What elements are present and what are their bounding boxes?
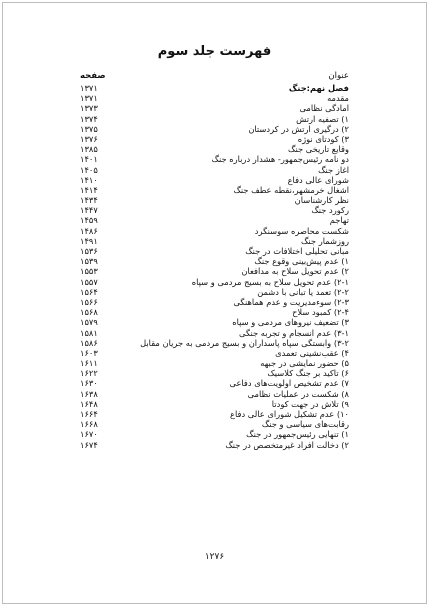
toc-entry-title: رقابت‌های سیاسی و جنگ — [261, 419, 349, 430]
toc-entry-page: ۱۴۰۱ — [80, 154, 98, 165]
toc-entry — [80, 307, 349, 317]
page-number: ۱۲۷۶ — [204, 552, 225, 562]
toc-entry-page: ۱۴۵۹ — [80, 215, 98, 226]
title-column-label: عنوان — [328, 71, 349, 81]
toc-entry — [80, 246, 349, 256]
toc-entry-title: ۷) عدم تشخیص اولویت‌های دفاعی — [229, 378, 349, 389]
toc-entry — [80, 114, 349, 124]
toc-entry-title: ۱) عدم پیش‌بینی وقوع جنگ — [254, 256, 349, 267]
toc-entry-page: ۱۳۷۵ — [80, 123, 98, 134]
toc-entry-page: ۱۶۲۲ — [80, 368, 98, 379]
toc-entry-page: ۱۵۳۶ — [80, 246, 98, 256]
toc-entry-title: شورای عالی دفاع — [287, 174, 349, 185]
toc-entry — [80, 185, 349, 195]
toc-entry-page: ۱۶۱۱ — [80, 358, 98, 369]
toc-entry — [80, 297, 349, 307]
toc-entry — [80, 266, 349, 276]
toc-entry-page: ۱۳۷۱ — [80, 93, 98, 104]
toc-entry — [80, 378, 349, 388]
toc-entry-page: ۱۳۷۳ — [80, 103, 98, 114]
toc-entry-title: ۴) عقب‌نشینی تعمدی — [275, 347, 349, 358]
toc-entry-page: ۱۳۸۵ — [80, 144, 98, 155]
toc-entry — [80, 205, 349, 215]
toc-entry — [80, 83, 349, 93]
toc-entry — [80, 226, 349, 236]
toc-entry-title: اشغال خرمشهر،نقطه عطف جنگ — [233, 184, 349, 195]
toc-entry-title: ۱) تصفیه ارتش — [296, 113, 349, 124]
toc-entry-title: مقدمه — [327, 93, 349, 104]
toc-entry-title: ۲) عدم تحویل سلاح به مدافعان — [241, 266, 349, 277]
toc-entry — [80, 195, 349, 205]
toc-entry — [80, 144, 349, 154]
toc-entry — [80, 409, 349, 419]
toc-entry-title: دو نامه رئیس‌جمهور- هشدار درباره جنگ — [211, 154, 349, 165]
toc-entry-page: ۱۶۰۳ — [80, 347, 98, 358]
toc-entry — [80, 429, 349, 439]
toc-entry-page: ۱۴۱۴ — [80, 184, 98, 195]
toc-entry — [80, 317, 349, 327]
toc-entry-title: رکورد جنگ — [311, 205, 349, 216]
toc-entry — [80, 134, 349, 144]
toc-entry-title: ۲) دخالت افراد غیرمتخصص در جنگ — [225, 439, 349, 450]
toc-entry-title: ۹) تلاش در جهت کودتا — [271, 398, 349, 409]
toc-entry-title: فصل نهم:جنگ — [288, 83, 349, 93]
page-title: فهرست جلد سوم — [157, 44, 272, 59]
toc-entry-page: ۱۵۵۳ — [80, 266, 98, 277]
toc-entry-title: ۲) درگیری ارتش در کردستان — [248, 123, 349, 134]
toc-entry-title: وقایع تاریخی جنگ — [288, 144, 349, 155]
toc-entry-page: ۱۶۷۰ — [80, 429, 98, 440]
toc-header — [80, 71, 349, 81]
toc-entry-page: ۱۵۸۱ — [80, 327, 98, 338]
toc-entry-title: ۲-۳) سوءمدیریت و عدم هماهنگی — [233, 296, 349, 307]
toc-entry-page: ۱۶۷۴ — [80, 439, 98, 450]
toc-entry-title: نظر کارشناسان — [294, 195, 349, 206]
toc-entry-page: ۱۵۵۷ — [80, 276, 98, 287]
toc-entry-title: امادگی نظامی — [299, 103, 349, 114]
toc-entry-title: ۸) شکست در عملیات نظامی — [247, 388, 349, 399]
toc-entry-page: ۱۳۷۴ — [80, 113, 98, 124]
toc-entry-page: ۱۶۳۸ — [80, 388, 98, 399]
toc-entry-title: ۳-۲) وابستگی سپاه پاسداران و بسیج مردمی به جریان مقابل — [140, 337, 349, 348]
toc-entry-page: ۱۵۶۴ — [80, 286, 98, 297]
toc-entry — [80, 256, 349, 266]
toc-entry-page: ۱۶۴۸ — [80, 398, 98, 409]
toc-entry-title: ۶) تاکید بر جنگ کلاسیک — [267, 368, 349, 379]
toc-entry — [80, 103, 349, 113]
toc-entry — [80, 338, 349, 348]
toc-entry-page: ۱۴۰۵ — [80, 164, 98, 175]
toc-entry — [80, 419, 349, 429]
toc-entry — [80, 124, 349, 134]
toc-entry — [80, 93, 349, 103]
toc-entry — [80, 287, 349, 297]
toc-list — [80, 83, 349, 450]
toc-entry-page: ۱۳۷۶ — [80, 133, 98, 144]
toc-entry — [80, 399, 349, 409]
toc-entry — [80, 440, 349, 450]
toc-entry — [80, 236, 349, 246]
toc-entry-page: ۱۴۸۶ — [80, 225, 98, 236]
toc-entry — [80, 368, 349, 378]
toc-entry-title: ۳) تضعیف نیروهای مردمی و سپاه — [232, 317, 349, 328]
toc-entry — [80, 175, 349, 185]
toc-entry-title: ۳) کودتای نوژه — [297, 133, 349, 144]
toc-entry — [80, 389, 349, 399]
toc-entry-title: روزشمار جنگ — [301, 235, 349, 246]
toc-entry — [80, 358, 349, 368]
toc-entry-page: ۱۵۳۹ — [80, 256, 98, 267]
toc-entry — [80, 165, 349, 175]
toc-entry-title: ۵) حضور نمایشی در جبهه — [260, 358, 349, 369]
toc-entry — [80, 277, 349, 287]
toc-entry-page: ۱۵۷۹ — [80, 317, 98, 328]
toc-entry — [80, 348, 349, 358]
toc-entry — [80, 215, 349, 225]
toc-entry — [80, 154, 349, 164]
toc-entry-page: ۱۶۳۰ — [80, 378, 98, 389]
toc-entry-title: ۲-۲) تعمد یا تبانی با دشمن — [257, 286, 349, 297]
toc-entry-page: ۱۴۴۷ — [80, 205, 98, 216]
toc-entry-title: شکست محاصره سوسنگرد — [254, 225, 349, 236]
toc-entry-title: مبانی تحلیلی اختلافات در جنگ — [245, 246, 349, 256]
toc-entry-page: ۱۵۶۸ — [80, 307, 98, 318]
toc-entry-page: ۱۵۶۶ — [80, 296, 98, 307]
toc-entry — [80, 328, 349, 338]
toc-entry-title: ۱۰) عدم تشکیل شورای عالی دفاع — [230, 409, 349, 419]
toc-entry-title: ۳-۱) عدم انسجام و تجربه جنگی — [239, 327, 349, 338]
toc-entry-page: ۱۶۶۸ — [80, 419, 98, 430]
toc-entry-page: ۱۶۶۴ — [80, 409, 98, 419]
toc-entry-page: ۱۵۸۶ — [80, 337, 98, 348]
toc-entry-page: ۱۳۷۱ — [80, 83, 98, 93]
toc-entry-title: ۲-۱) عدم تحویل سلاح به بسیج مردمی و سپاه — [191, 276, 349, 287]
toc-entry-title: تهاجم — [329, 215, 349, 226]
toc-entry-page: ۱۴۱۰ — [80, 174, 98, 185]
toc-entry-page: ۱۴۹۱ — [80, 235, 98, 246]
toc-entry-title: اغاز جنگ — [318, 164, 349, 175]
page-column-label: صفحه — [80, 71, 106, 81]
toc-entry-title: ۱) تنهایی رئیس‌جمهور در جنگ — [246, 429, 349, 440]
toc-entry-title: ۲-۴) کمبود سلاح — [292, 307, 349, 318]
toc-entry-page: ۱۴۳۴ — [80, 195, 98, 206]
